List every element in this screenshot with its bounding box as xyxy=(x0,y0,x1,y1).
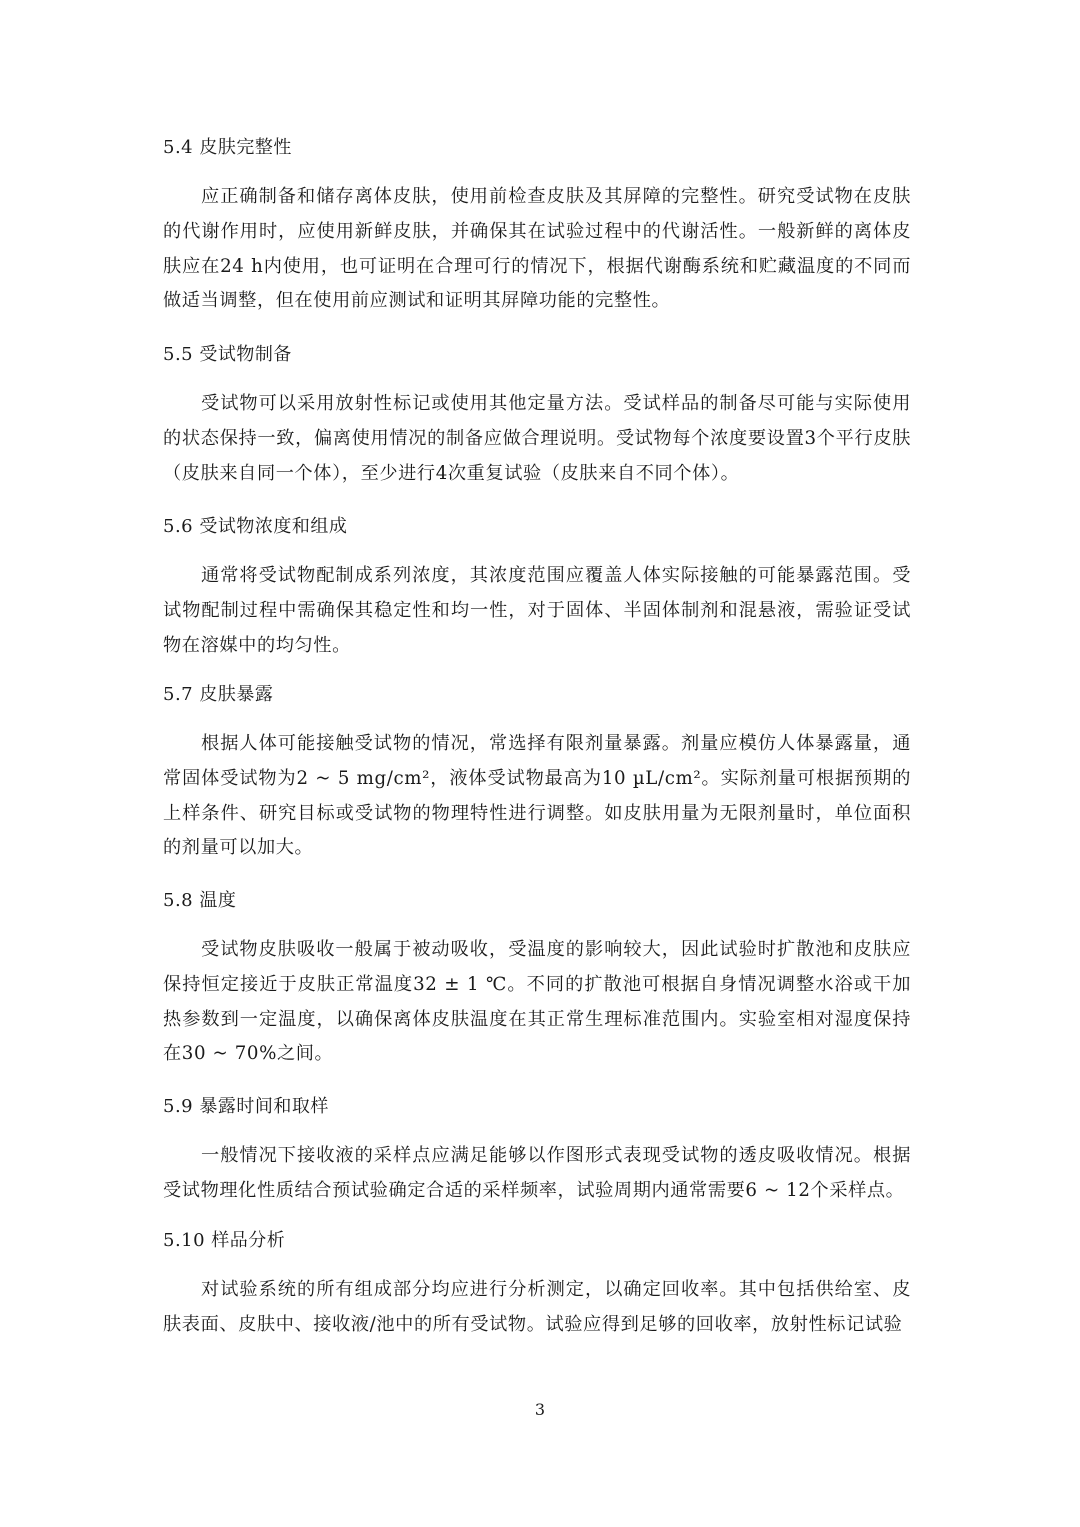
section-paragraph: 通常将受试物配制成系列浓度，其浓度范围应覆盖人体实际接触的可能暴露范围。受试物配制过程中需确保其稳定性和均一性，对于固体、半固体制剂和混悬液，需验证受试物在溶媒中的均匀性。 xyxy=(163,565,911,656)
section-5-7 xyxy=(163,683,911,866)
section-heading: 5.6 受试物浓度和组成 xyxy=(163,516,348,537)
section-5-8 xyxy=(163,889,911,1072)
section-heading: 5.9 暴露时间和取样 xyxy=(163,1096,329,1117)
section-paragraph: 一般情况下接收液的采样点应满足能够以作图形式表现受试物的透皮吸收情况。根据受试物理化性质结合预试验确定合适的采样频率，试验周期内通常需要6 ~ 12个采样点。 xyxy=(163,1145,911,1201)
section-heading: 5.10 样品分析 xyxy=(163,1230,286,1251)
section-paragraph: 对试验系统的所有组成部分均应进行分析测定，以确定回收率。其中包括供给室、皮肤表面、皮肤中、接收液/池中的所有受试物。试验应得到足够的回收率，放射性标记试验 xyxy=(163,1279,911,1335)
section-heading: 5.5 受试物制备 xyxy=(163,344,292,365)
section-paragraph: 受试物可以采用放射性标记或使用其他定量方法。受试样品的制备尽可能与实际使用的状态保持一致，偏离使用情况的制备应做合理说明。受试物每个浓度要设置3个平行皮肤（皮肤来自同一个体），至少进行4次重复试验（皮肤来自不同个体）。 xyxy=(163,393,911,484)
page-number: 3 xyxy=(534,1400,546,1419)
section-heading: 5.7 皮肤暴露 xyxy=(163,684,274,705)
section-5-6 xyxy=(163,515,911,663)
section-5-9 xyxy=(163,1095,911,1209)
section-5-10 xyxy=(163,1229,911,1343)
section-heading: 5.8 温度 xyxy=(163,890,237,911)
section-5-5 xyxy=(163,343,911,491)
section-heading: 5.4 皮肤完整性 xyxy=(163,137,292,158)
section-5-4 xyxy=(163,136,911,319)
section-paragraph: 受试物皮肤吸收一般属于被动吸收，受温度的影响较大，因此试验时扩散池和皮肤应保持恒定接近于皮肤正常温度32 ± 1 ℃。不同的扩散池可根据自身情况调整水浴或干加热参数到一定温度，以确保离体皮肤温度在其正常生理标准范围内。实验室相对湿度保持在30 ~ 70%之间。 xyxy=(163,939,911,1065)
section-paragraph: 应正确制备和储存离体皮肤，使用前检查皮肤及其屏障的完整性。研究受试物在皮肤的代谢作用时，应使用新鲜皮肤，并确保其在试验过程中的代谢活性。一般新鲜的离体皮肤应在24 h内使用，也可证明在合理可行的情况下，根据代谢酶系统和贮藏温度的不同而做适当调整，但在使用前应测试和证明其屏障功能的完整性。 xyxy=(163,186,911,312)
section-paragraph: 根据人体可能接触受试物的情况，常选择有限剂量暴露。剂量应模仿人体暴露量，通常固体受试物为2 ~ 5 mg/cm²，液体受试物最高为10 µL/cm²。实际剂量可根据预期的上样条件、研究目标或受试物的物理特性进行调整。如皮肤用量为无限剂量时，单位面积的剂量可以加大。 xyxy=(163,733,911,859)
